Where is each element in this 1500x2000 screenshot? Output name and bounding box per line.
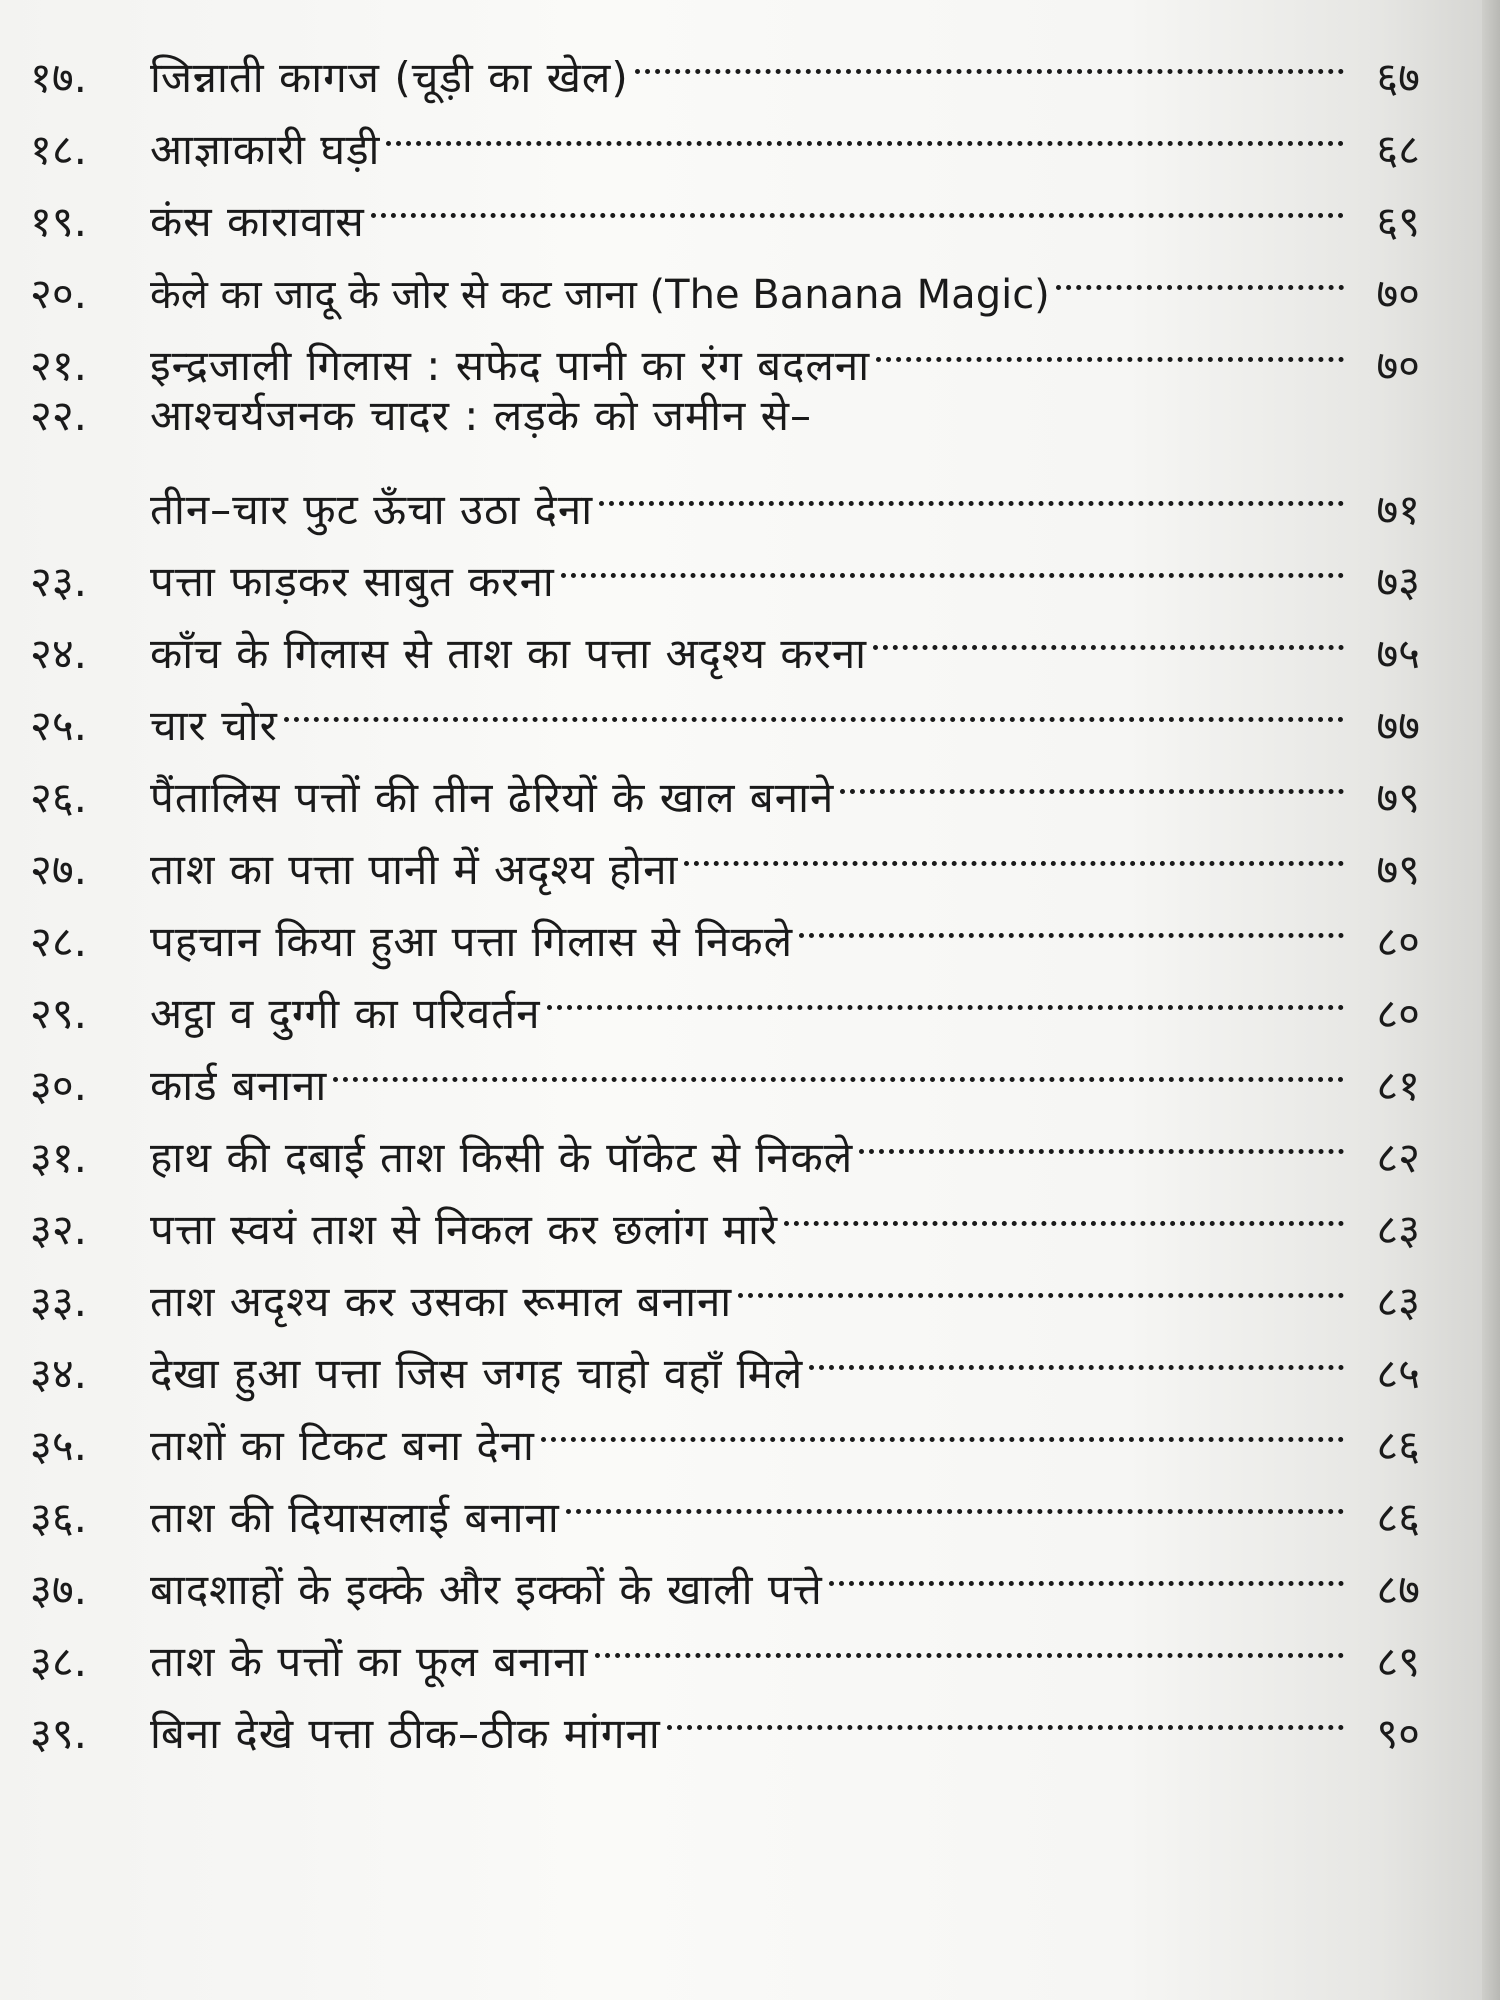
entry-title: पत्ता फाड़कर साबुत करना [150, 557, 555, 606]
entry-title: बादशाहों के इक्के और इक्कों के खाली पत्ते [150, 1565, 823, 1614]
toc-entry-22-continued [30, 452, 1420, 534]
dot-leader [840, 740, 1344, 812]
entry-page: ७५ [1376, 629, 1420, 678]
entry-title: कार्ड बनाना [150, 1061, 328, 1110]
entry-number: ३२. [30, 1205, 88, 1254]
entry-number: १८. [30, 125, 88, 174]
entry-title: आज्ञाकारी घड़ी [150, 125, 381, 174]
entry-page: ८६ [1376, 1421, 1420, 1470]
dot-leader [859, 1100, 1344, 1172]
dot-leader [684, 812, 1344, 884]
page-edge-shadow [1482, 0, 1500, 2000]
entry-number: ३७. [30, 1565, 88, 1614]
entry-number: ३८. [30, 1637, 88, 1686]
toc-entry-22 [30, 380, 1420, 452]
entry-page: ८३ [1376, 1205, 1420, 1254]
entry-page: ८५ [1376, 1349, 1420, 1398]
table-of-contents [30, 20, 1420, 1758]
entry-title: ताशों का टिकट बना देना [150, 1421, 535, 1470]
entry-page: ९० [1376, 1709, 1420, 1758]
entry-number: २५. [30, 701, 88, 750]
dot-leader [667, 1676, 1344, 1748]
dot-leader [829, 1532, 1344, 1604]
entry-title: देखा हुआ पत्ता जिस जगह चाहो वहाँ मिले [150, 1349, 804, 1398]
entry-page: ८७ [1376, 1565, 1420, 1614]
entry-number: ३३. [30, 1277, 88, 1326]
entry-number: ३१. [30, 1133, 88, 1182]
entry-title: केले का जादू के जोर से कट जाना (The Banana Magic) [150, 272, 1050, 318]
dot-leader [333, 1028, 1344, 1100]
entry-title: बिना देखे पत्ता ठीक–ठीक मांगना [150, 1709, 661, 1758]
dot-leader [635, 20, 1344, 92]
entry-title: चार चोर [150, 701, 278, 750]
entry-title: काँच के गिलास से ताश का पत्ता अदृश्य करना [150, 629, 868, 678]
entry-page: ७० [1376, 341, 1420, 390]
entry-title: पहचान किया हुआ पत्ता गिलास से निकले [150, 917, 794, 966]
dot-leader [873, 596, 1344, 668]
dot-leader [284, 668, 1344, 740]
entry-number: ३५. [30, 1421, 88, 1470]
dot-leader [561, 524, 1344, 596]
entry-number: १९. [30, 197, 88, 246]
dot-leader [595, 1604, 1345, 1676]
entry-title: ताश की दियासलाई बनाना [150, 1493, 560, 1542]
entry-number: ३९. [30, 1709, 88, 1758]
dot-leader [386, 92, 1344, 164]
entry-page: ८३ [1376, 1277, 1420, 1326]
entry-page: ६९ [1376, 197, 1420, 246]
entry-page: ७९ [1376, 845, 1420, 894]
entry-number: २७. [30, 845, 88, 894]
entry-title: तीन–चार फुट ऊँचा उठा देना [150, 485, 594, 534]
dot-leader [738, 1244, 1344, 1316]
entry-page: ८२ [1376, 1133, 1420, 1182]
entry-number: २०. [30, 269, 88, 318]
dot-leader [541, 1388, 1344, 1460]
entry-page: ७० [1376, 269, 1420, 318]
entry-title: ताश का पत्ता पानी में अदृश्य होना [150, 845, 679, 894]
entry-title: अट्ठा व दुग्गी का परिवर्तन [150, 989, 541, 1038]
entry-number: १७. [30, 53, 88, 102]
entry-title: पैंतालिस पत्तों की तीन ढेरियों के खाल बनाने [150, 773, 835, 822]
entry-page: ७९ [1376, 773, 1420, 822]
dot-leader [371, 164, 1344, 236]
dot-leader [784, 1172, 1344, 1244]
entry-page: ७१ [1376, 485, 1420, 534]
entry-number: ३६. [30, 1493, 88, 1542]
entry-page: ६७ [1376, 53, 1420, 102]
entry-page: ८९ [1376, 1637, 1420, 1686]
dot-leader [809, 1316, 1344, 1388]
entry-title: जिन्नाती कागज (चूड़ी का खेल) [150, 53, 629, 102]
entry-page: ८० [1376, 917, 1420, 966]
dot-leader [799, 884, 1344, 956]
entry-number: २२. [30, 391, 88, 440]
entry-title: आश्चर्यजनक चादर : लड़के को जमीन से– [150, 391, 813, 440]
dot-leader [599, 452, 1344, 524]
entry-number: २४. [30, 629, 88, 678]
entry-page: ८६ [1376, 1493, 1420, 1542]
entry-number: २१. [30, 341, 88, 390]
dot-leader [1056, 236, 1344, 308]
entry-page: ८१ [1376, 1061, 1420, 1110]
toc-entry-17 [30, 20, 1420, 102]
entry-title: कंस कारावास [150, 197, 365, 246]
entry-page: ६८ [1376, 125, 1420, 174]
entry-number: २६. [30, 773, 88, 822]
dot-leader [876, 308, 1344, 380]
entry-number: ३४. [30, 1349, 88, 1398]
entry-number: ३०. [30, 1061, 88, 1110]
entry-title: इन्द्रजाली गिलास : सफेद पानी का रंग बदलना [150, 341, 871, 390]
entry-title: हाथ की दबाई ताश किसी के पॉकेट से निकले [150, 1133, 854, 1182]
entry-title: ताश अदृश्य कर उसका रूमाल बनाना [150, 1277, 733, 1326]
entry-page: ७७ [1376, 701, 1420, 750]
dot-leader [547, 956, 1344, 1028]
entry-number: २९. [30, 989, 88, 1038]
entry-number: २८. [30, 917, 88, 966]
entry-title: ताश के पत्तों का फूल बनाना [150, 1637, 589, 1686]
entry-title: पत्ता स्वयं ताश से निकल कर छलांग मारे [150, 1205, 778, 1254]
entry-number: २३. [30, 557, 88, 606]
entry-page: ७३ [1376, 557, 1420, 606]
dot-leader [566, 1460, 1344, 1532]
entry-page: ८० [1376, 989, 1420, 1038]
